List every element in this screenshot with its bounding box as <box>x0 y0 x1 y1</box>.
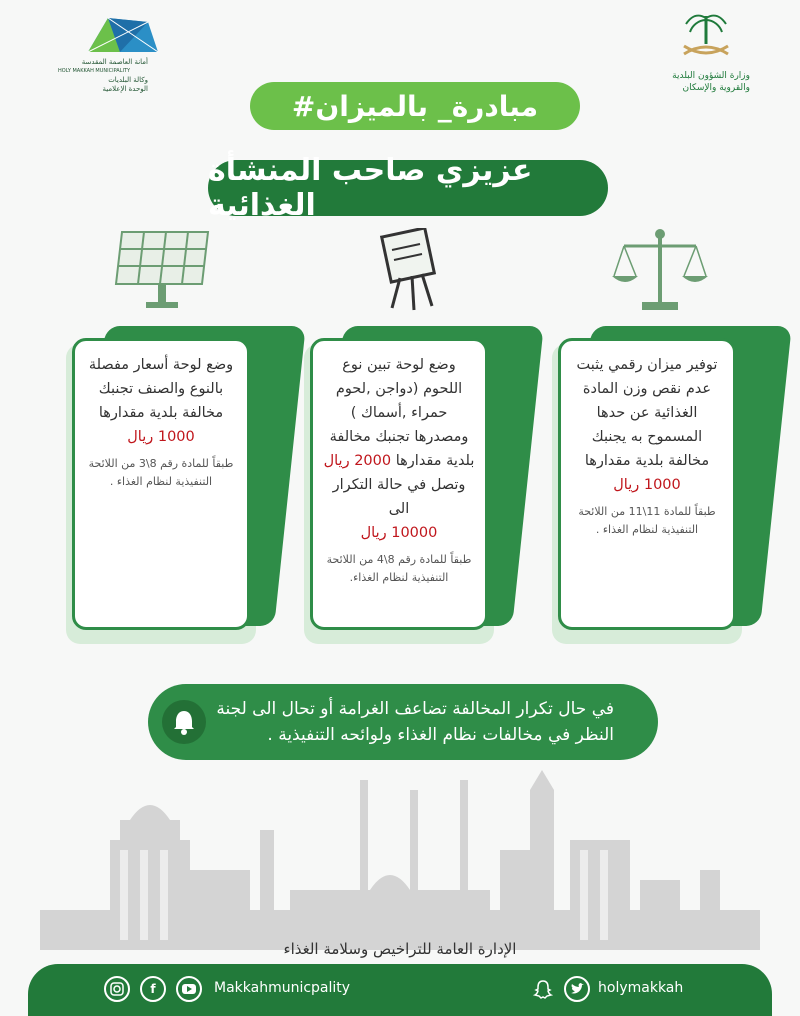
repeat-violation-banner <box>148 684 658 760</box>
card-meat-origin-text: وضع لوحة تبين نوع اللحوم (دواجن ,لحوم حمراء ,أسماك ) ومصدرها تجنبك مخالفة بلدية مقدارها <box>329 357 475 469</box>
scale-icon <box>612 224 708 314</box>
dept-line1: وكالة البلديات <box>108 76 148 84</box>
card-digital-scale-note: طبقاً للمادة 11\11 من اللائحة التنفيذية لنظام الغذاء . <box>578 505 716 536</box>
card-meat-origin-amount2: 10000 ريال <box>360 525 438 541</box>
card-price-board <box>72 338 252 632</box>
page-title: عزيزي صاحب المنشأة الغذائية <box>208 160 608 216</box>
youtube-icon[interactable] <box>176 976 202 1002</box>
card-meat-origin-amount: 2000 ريال <box>323 453 392 469</box>
snapchat-icon[interactable] <box>530 976 556 1002</box>
makkah-logo-emblem <box>48 12 158 58</box>
card-meat-origin-note: طبقاً للمادة رقم 8\4 من اللائحة التنفيذية لنظام الغذاء. <box>326 553 472 584</box>
org-name-en: HOLY MAKKAH MUNICIPALITY <box>58 68 131 74</box>
right-social-handle[interactable]: holymakkah <box>598 980 684 996</box>
dept-line2: الوحدة الإعلامية <box>102 85 148 93</box>
department-label: الإدارة العامة للتراخيص وسلامة الغذاء <box>283 940 517 958</box>
left-social-handle[interactable]: Makkahmunicpality <box>214 980 351 996</box>
org-name-ar: أمانة العاصمة المقدسة <box>81 58 148 66</box>
easel-icon <box>378 228 442 312</box>
card-price-board-note: طبقاً للمادة رقم 8\3 من اللائحة التنفيذية لنظام الغذاء . <box>88 457 234 488</box>
card-price-board-text: وضع لوحة أسعار مفصلة بالنوع والصنف تجنبك مخالفة بلدية مقدارها <box>88 357 234 421</box>
card-digital-scale-text: توفير ميزان رقمي يثبت عدم نقص وزن المادة الغذائية عن حدها المسموح به يجنبك مخالفة بلدية مقدارها <box>576 357 718 469</box>
card-meat-origin-text2: وتصل في حالة التكرار الى <box>332 477 466 517</box>
ministry-line2: والقروية والإسكان <box>682 83 750 93</box>
instagram-icon[interactable] <box>104 976 130 1002</box>
card-digital-scale-amount: 1000 ريال <box>613 477 681 493</box>
solar-panel-icon <box>112 228 214 312</box>
card-meat-origin <box>310 338 490 632</box>
facebook-icon[interactable]: f <box>140 976 166 1002</box>
card-digital-scale <box>558 338 738 632</box>
banner-text: في حال تكرار المخالفة تضاعف الغرامة أو تحال الى لجنة النظر في مخالفات نظام الغذاء ولوائحه التنفيذية . <box>216 699 614 745</box>
hashtag-pill: #مبادرة_ بالميزان <box>250 82 580 130</box>
card-price-board-amount: 1000 ريال <box>127 429 195 445</box>
makkah-municipality-logo <box>48 12 188 92</box>
ministry-logo <box>660 10 760 100</box>
ministry-line1: وزارة الشؤون البلدية <box>672 71 750 81</box>
bell-icon <box>162 700 206 744</box>
social-footer <box>28 964 772 1016</box>
palm-swords-icon <box>676 10 736 68</box>
twitter-icon[interactable] <box>564 976 590 1002</box>
